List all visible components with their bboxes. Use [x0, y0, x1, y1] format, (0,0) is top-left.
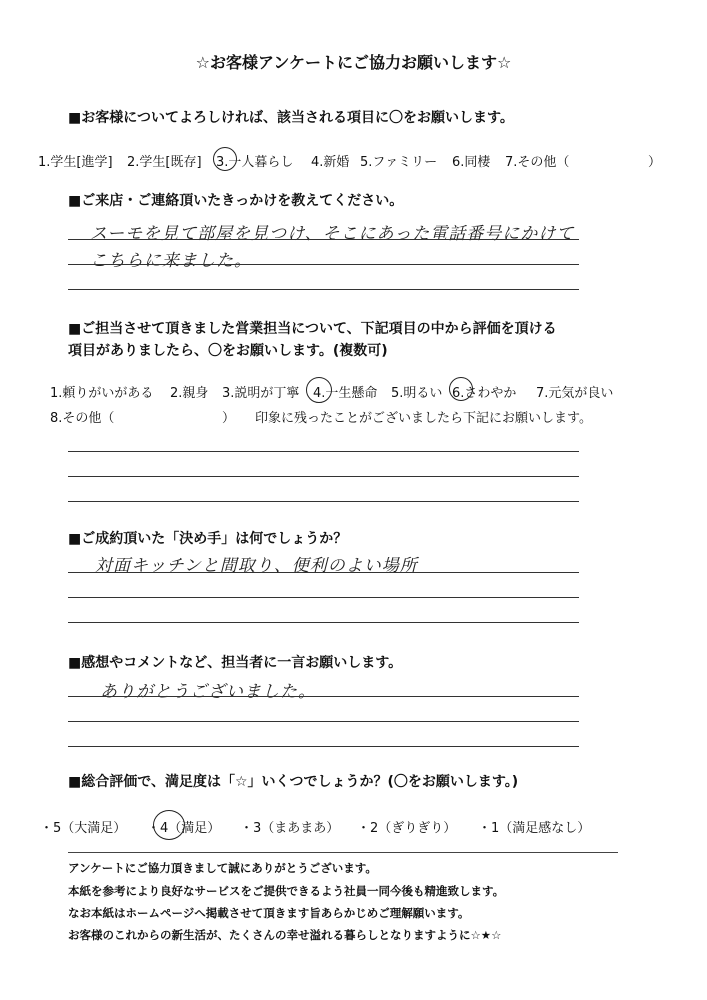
survey-title: ☆お客様アンケートにご協力お願いします☆ — [195, 53, 512, 72]
q2-answer-line1: スーモを見て部屋を見つけ、そこにあった電話番号にかけて — [90, 224, 575, 244]
q6-option-1[interactable]: ・1（満足感なし） — [478, 821, 591, 836]
q4-answer: 対面キッチンと間取り、便利のよい場所 — [95, 556, 418, 576]
q3-option-7[interactable]: 7.元気が良い — [536, 386, 614, 401]
q6-option-5[interactable]: ・5（大満足） — [40, 821, 127, 836]
q1-option-1[interactable]: 1.学生[進学] — [38, 155, 113, 170]
q3-option-3[interactable]: 3.説明が丁寧 — [222, 386, 300, 401]
q6-option-2[interactable]: ・2（ぎりぎり） — [357, 821, 457, 836]
q5-answer: ありがとうございました。 — [100, 682, 316, 702]
q1-option-2[interactable]: 2.学生[既存] — [127, 155, 202, 170]
answer-rule — [68, 451, 579, 452]
q3-note: 印象に残ったことがございましたら下記にお願いします。 — [255, 411, 592, 426]
selection-circle — [449, 377, 473, 401]
q1-option-5[interactable]: 5.ファミリー — [360, 155, 438, 170]
answer-rule — [68, 501, 579, 502]
answer-rule — [68, 289, 579, 290]
q1-heading: ■お客様についてよろしければ、該当される項目に〇をお願いします。 — [68, 110, 514, 126]
answer-rule — [68, 476, 579, 477]
answer-rule — [68, 572, 579, 573]
answer-rule — [68, 721, 579, 722]
footer-line-3: なお本紙はホームページへ掲載させて頂きます旨あらかじめご理解願います。 — [68, 906, 470, 920]
q1-option-6[interactable]: 6.同棲 — [452, 155, 491, 170]
footer-divider — [68, 852, 618, 853]
footer-line-1: アンケートにご協力頂きまして誠にありがとうございます。 — [68, 861, 377, 875]
answer-rule — [68, 696, 579, 697]
answer-rule — [68, 597, 579, 598]
q3-option-8-close: ） — [222, 411, 236, 426]
q6-option-4[interactable]: ・4（満足） — [147, 821, 221, 836]
q3-heading-line2: 項目がありましたら、〇をお願いします。(複数可) — [68, 343, 388, 359]
selection-circle — [213, 147, 237, 171]
q3-option-2[interactable]: 2.親身 — [170, 386, 209, 401]
q3-option-8[interactable]: 8.その他（ — [50, 411, 115, 426]
footer-line-2: 本紙を参考により良好なサービスをご提供できるよう社員一同今後も精進致します。 — [68, 884, 505, 898]
answer-rule — [68, 239, 579, 240]
footer-line-4: お客様のこれからの新生活が、たくさんの幸せ溢れる暮らしとなりますように☆★☆ — [68, 928, 502, 942]
selection-circle — [153, 810, 185, 840]
answer-rule — [68, 264, 579, 265]
q1-option-4[interactable]: 4.新婚 — [311, 155, 350, 170]
q3-option-1[interactable]: 1.頼りがいがある — [50, 386, 154, 401]
q3-option-6[interactable]: 6.さわやか — [452, 386, 517, 401]
q2-answer-line2: こちらに来ました。 — [90, 251, 252, 271]
q6-option-3[interactable]: ・3（まあまあ） — [240, 821, 340, 836]
q4-heading: ■ご成約頂いた「決め手」は何でしょうか？ — [68, 531, 348, 547]
q2-heading: ■ご来店・ご連絡頂いたきっかけを教えてください。 — [68, 193, 404, 209]
q1-option-7-close: ） — [648, 155, 662, 170]
answer-rule — [68, 746, 579, 747]
q1-option-3[interactable]: 3.一人暮らし — [216, 155, 294, 170]
q6-heading: ■総合評価で、満足度は「☆」いくつでしょうか？(〇をお願いします。) — [68, 774, 519, 790]
q3-option-4[interactable]: 4.一生懸命 — [313, 386, 378, 401]
q3-option-5[interactable]: 5.明るい — [391, 386, 443, 401]
answer-rule — [68, 622, 579, 623]
q1-option-7[interactable]: 7.その他（ — [505, 155, 570, 170]
q5-heading: ■感想やコメントなど、担当者に一言お願いします。 — [68, 655, 403, 671]
selection-circle — [306, 377, 332, 403]
q3-heading-line1: ■ご担当させて頂きました営業担当について、下記項目の中から評価を頂ける — [68, 321, 557, 337]
